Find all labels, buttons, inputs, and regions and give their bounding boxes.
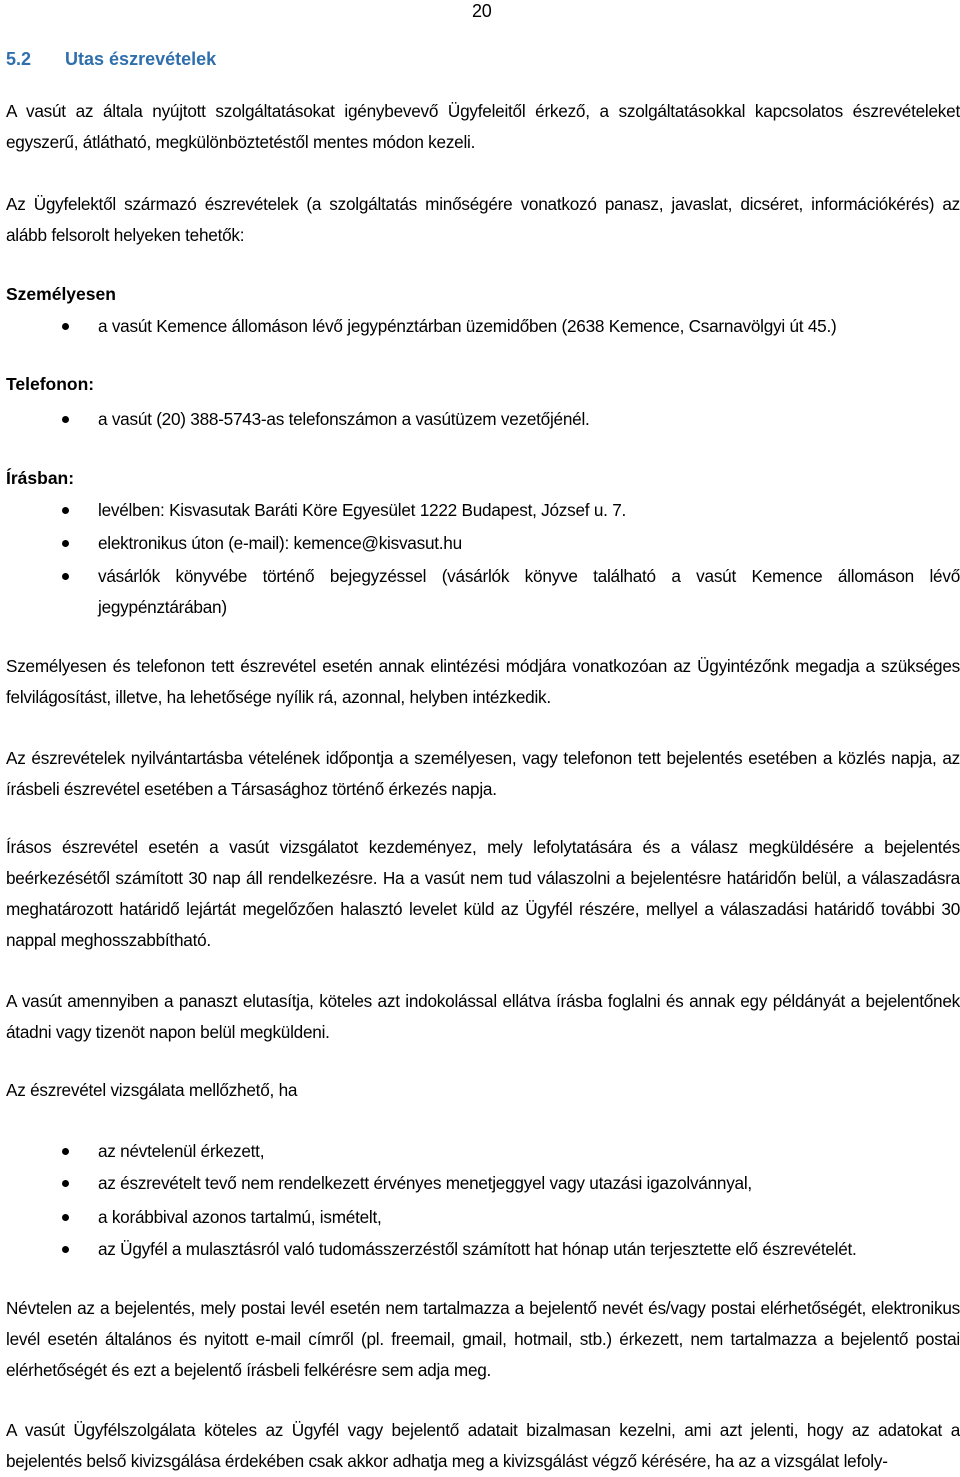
paragraph: Írásos észrevétel esetén a vasút vizsgálatot kezdeményez, mely lefolytatására és a válasz megküldésére a bejelentés beérkezésétől számított 30 nap áll rendelkezésre. Ha a vasút nem tud válaszolni a bejelentésre határidőn belül, a válaszadásra meghatározott határidő lejártát megelőzően halasztó levelet küld az Ügyfél részére, mellyel a válaszadási határidő további 30 nappal meghosszabbítható. <box>6 837 960 950</box>
bullet-icon <box>62 416 69 423</box>
bullet-icon <box>62 323 69 330</box>
confidential-paragraph: A vasút Ügyfélszolgálata köteles az Ügyfél vagy bejelentő adatait bizalmasan kezelni, ami azt jelenti, hogy az adatokat a bejelentés belső kivizsgálása érdekében csak akkor adhatja meg a kivizsgálást végző kérésére, ha az a vizsgálat lefoly- <box>6 1420 960 1471</box>
list-item: a vasút Kemence állomáson lévő jegypénztárban üzemidőben (2638 Kemence, Csarnavölgyi út 45.) <box>98 316 837 336</box>
intro-paragraph: A vasút az általa nyújtott szolgáltatásokat igénybevevő Ügyfeleitől érkező, a szolgáltatásokkal kapcsolatos észrevételeket egyszerű, átlátható, megkülönböztetéstől mentes módon kezeli. <box>6 101 960 152</box>
paragraph: Az észrevételek nyilvántartásba vételének időpontja a személyesen, vagy telefonon tett bejelentés esetében a közlés napja, az írásbeli észrevétel esetében a Társasághoz történő érkezés napja. <box>6 748 960 799</box>
bullet-icon <box>62 507 69 514</box>
bullet-icon <box>62 1148 69 1155</box>
bullet-icon <box>62 1246 69 1253</box>
bullet-icon <box>62 540 69 547</box>
paragraph: Személyesen és telefonon tett észrevétel esetén annak elintézési módjára vonatkozóan az Ügyintézőnk megadja a szükséges felvilágosítást, illetve, ha lehetősége nyílik rá, azonnal, helyben intézkedik. <box>6 656 960 707</box>
list-item: az észrevételt tevő nem rendelkezett érvényes menetjeggyel vagy utazási igazolvánnyal, <box>98 1173 752 1193</box>
bullet-icon <box>62 1180 69 1187</box>
list-item: a vasút (20) 388-5743-as telefonszámon a vasútüzem vezetőjénél. <box>98 409 590 429</box>
anonymous-paragraph: Névtelen az a bejelentés, mely postai levél esetén nem tartalmazza a bejelentő nevét és/vagy postai elérhetőségét, elektronikus levél esetén általános és nyitott e-mail címről (pl. freemail, gmail, hotmail, stb.) érkezett, nem tartalmazza a bejelentő postai elérhetőségét és ezt a bejelentő írásbeli felkérésre sem adja meg. <box>6 1298 960 1380</box>
paragraph: Az észrevétel vizsgálata mellőzhető, ha <box>6 1080 298 1100</box>
list-item: vásárlók könyvébe történő bejegyzéssel (vásárlók könyve található a vasút Kemence állomáson lévő jegypénztárában) <box>98 566 960 617</box>
paragraph: A vasút amennyiben a panaszt elutasítja, köteles azt indokolással ellátva írásba foglalni és annak egy példányát a bejelentőnek átadni vagy tizenöt napon belül megküldeni. <box>6 991 960 1042</box>
bullet-icon <box>62 573 69 580</box>
page-number: 20 <box>472 1 492 21</box>
section-title: Utas észrevételek <box>65 49 217 69</box>
list-item: az Ügyfél a mulasztásról való tudomásszerzéstől számított hat hónap után terjesztette elő észrevételét. <box>98 1239 857 1259</box>
personal-heading: Személyesen <box>6 284 116 304</box>
list-item: elektronikus úton (e-mail): kemence@kisvasut.hu <box>98 533 462 553</box>
bullet-icon <box>62 1214 69 1221</box>
list-item: az névtelenül érkezett, <box>98 1141 265 1161</box>
list-item: levélben: Kisvasutak Baráti Köre Egyesület 1222 Budapest, József u. 7. <box>98 500 627 520</box>
list-item: a korábbival azonos tartalmú, ismételt, <box>98 1207 382 1227</box>
written-heading: Írásban: <box>6 468 75 488</box>
section-heading <box>6 49 216 70</box>
phone-heading: Telefonon: <box>6 374 95 394</box>
places-intro-paragraph: Az Ügyfelektől származó észrevételek (a szolgáltatás minőségére vonatkozó panasz, javaslat, dicséret, információkérés) az alább felsorolt helyeken tehetők: <box>6 194 960 245</box>
section-number: 5.2 <box>6 49 32 69</box>
